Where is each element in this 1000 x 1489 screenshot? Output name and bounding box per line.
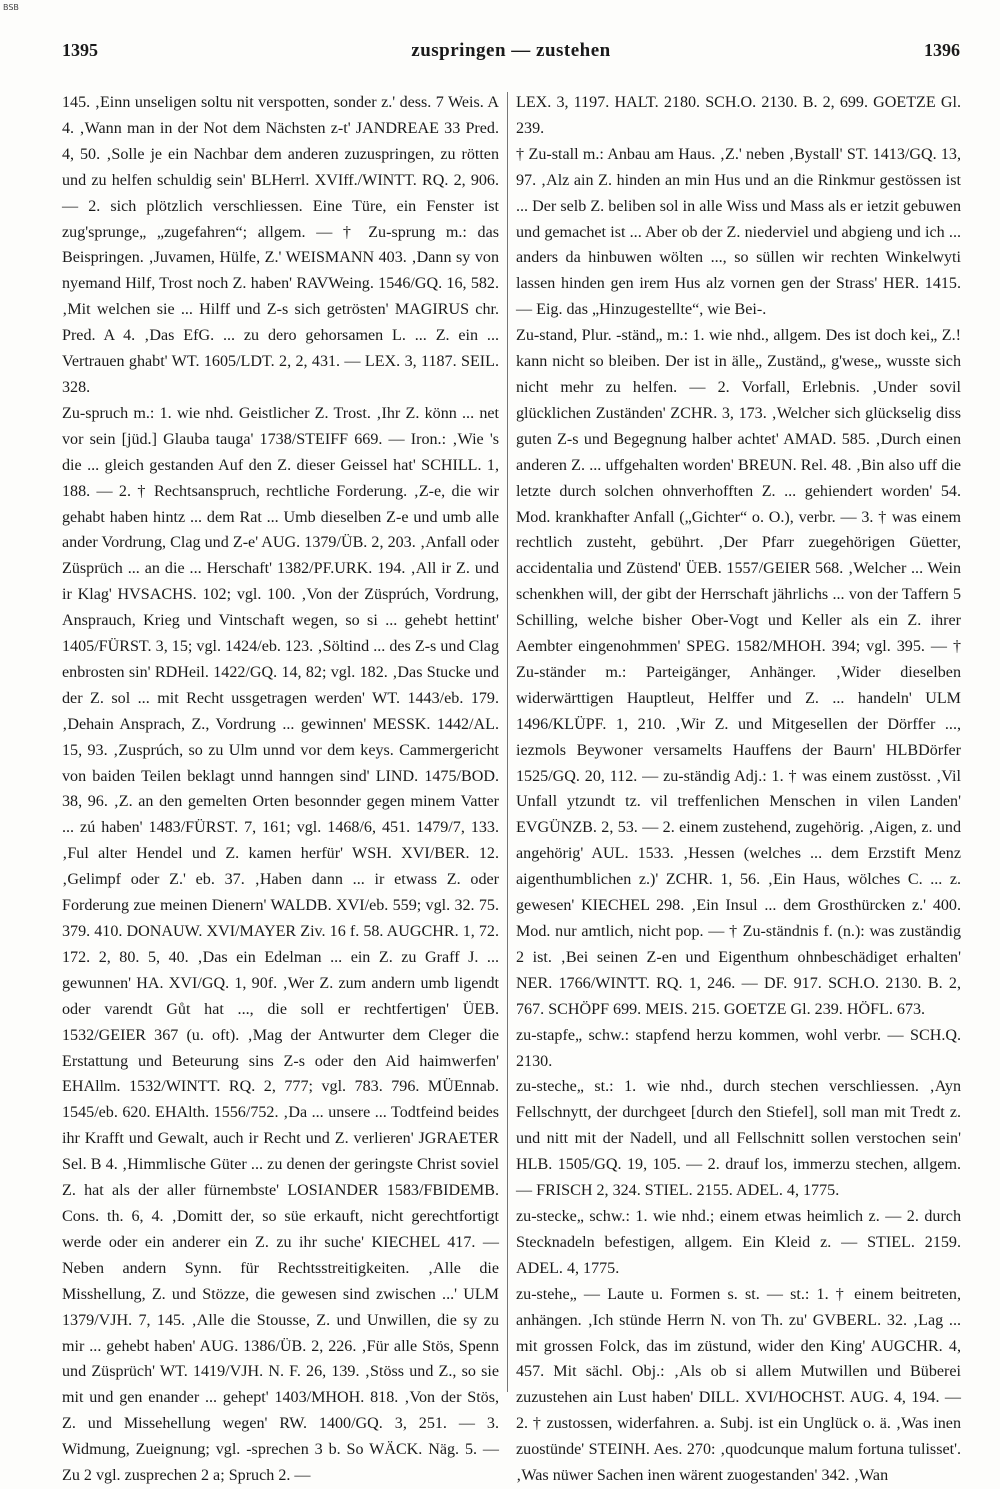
entry-paragraph: zu-steche„ st.: 1. wie nhd., durch stechen verschliessen. ‚Ayn Fellschnytt, der durchgeet [durch den Stiefel], soll man mit Tredt z. und nitt mit der Nadell, und all Fellschnitt sollen verstochen sein' HLB. 1505/GQ. 19, 105. — 2. drauf los, immerzu stechen, allgem. — FRISCH 2, 324. STIEL. 2155. ADEL. 4, 1775. (516, 1078, 961, 1200)
entry-paragraph: zu-stapfe„ schw.: stapfend herzu kommen, wohl verbr. — SCH.Q. 2130. (516, 1026, 961, 1070)
entry-paragraph: Zu-stand, Plur. -ständ„ m.: 1. wie nhd., allgem. Des ist doch kei„ Z.! kann nicht so bleiben. Der ist in älle„ Zuständ„ g'wese„ wusste sich nicht mehr zu helfen. — 2. Vorfall, Erlebnis. ‚Under sovil glücklichen Zuständen' ZCHR. 3, 173. ‚Welcher sich glückselig diss guten Z-s und Begegnung halber achtet' AMAD. 585. ‚Durch einen anderen Z. ... uffgehalten worden' BREUN. Rel. 48. ‚Bin also uff die letzte durch solchen ohnverhofften Z. ... gehiendert worden' 54. Mod. krankhafter Anfall („Gichter“ o. O.), verbr. — 3. † was einem rechtlich zusteht, gebührt. ‚Der Pfarr zuegehörigen Güetter, accidentalia und Züstend' ÜEB. 1557/GEIER 568. ‚Welcher ... Wein schenkhen will, der gibt der Herrschaft jährlichs ... von der Taffern 5 Schilling, welche bisher Ober-Vogt und Keller als ein Z. ihrer Aembter eingenohmmen' SPEG. 1582/MHOH. 394; vgl. 395. — † Zu-ständer m.: Parteigänger, Anhänger. ‚Wider dieselben widerwärttigen Hauptleut, Helffer und Z. ... handeln' ULM 1496/KLÜPF. 1, 210. ‚Wir Z. und Mitgesellen der Dörffer ..., iezmols Beywoner versamelts Hauffens der Baurn' HLBDörfer 1525/GQ. 20, 112. — zu-ständig Adj.: 1. † was einem zustösst. ‚Vil Unfall ytzundt tz. vil treffenlichen Menschen in vilen Landen' EVGÜNZB. 2, 53. — 2. einem zustehend, zugehörig. ‚Aigen, z. und angehörig' AUL. 1533. ‚Hessen (welches ... dem Erzstift Menz aigenthumblichen z.)' ZCHR. 1, 56. ‚Ein Haus, wölches C. ... z. gewesen' KIECHEL 298. ‚Ein Insul ... dem Grosthürcken z.' 400. Mod. nur amtlich, nicht pop. — † Zu-ständnis f. (n.): was zuständig 2 ist. ‚Bei seinen Z-en und Eigenthum ohnbeschädiget erhalten' NER. 1766/WINTT. RQ. 1, 246. — DF. 917. SCH.O. 2130. B. 2, 767. SCHÖPF 699. MEIS. 215. GOETZE Gl. 239. HÖFL. 673. (516, 327, 961, 1018)
column-divider (507, 92, 508, 1392)
right-column (516, 90, 961, 1485)
page-header (62, 40, 960, 70)
page-number-left: 1395 (62, 40, 98, 60)
entry-paragraph: zu-stecke„ schw.: 1. wie nhd.; einem etwas heimlich z. — 2. durch Stecknadeln befestigen, allgem. Ein Kleid z. — STIEL. 2159. ADEL. 4, 1775. (516, 1207, 961, 1277)
entry-paragraph: LEX. 3, 1197. HALT. 2180. SCH.O. 2130. B. 2, 699. GOETZE Gl. 239. (516, 94, 961, 137)
page-number-right: 1396 (924, 40, 960, 60)
library-stamp: BSB (3, 3, 19, 12)
page-title: zuspringen — zustehen (411, 40, 611, 61)
entry-paragraph: 145. ‚Einn unseligen soltu nit verspotten, sonder z.' dess. 7 Weis. A 4. ‚Wann man in der Not dem Nächsten z-t' JANDREAE 33 Pred. 4, 50. ‚Solle je ein Nachbar dem anderen zuzuspringen, zu rötten und zu helfen schuldig sein' BLHerrl. XVIff./WINTT. RQ. 2, 906. — 2. sich plötzlich verschliessen. Eine Türe, ein Fenster ist zug'sprunge„ „zugefahren“; allgem. — † Zu-sprung m.: das Beispringen. ‚Juvamen, Hülfe, Z.' WEISMANN 403. ‚Dann sy von nyemand Hilf, Trost noch Z. haben' RAVWeing. 1546/GQ. 16, 582. ‚Mit welchen sie ... Hilff und Z-s sich getrösten' MAGIRUS chr. Pred. A 4. ‚Das EfG. ... zu dero gehorsamen L. ... Z. ein ... Vertrauen ghabt' WT. 1605/LDT. 2, 2, 431. — LEX. 3, 1187. SEIL. 328. (62, 94, 499, 396)
left-column (62, 90, 499, 1485)
entry-paragraph: zu-stehe„ — Laute u. Formen s. st. — st.: 1. † einem beitreten, anhängen. ‚Ich stünde Herrn N. von Th. zu' GVBERL. 32. ‚Lag ... mit grossen Folck, das im züstund, wider den King' AUGCHR. 4, 457. Mit sächl. Obj.: ‚Als ob si allem Mutwillen und Büberei zuzustehen ain Lust haben' DILL. XVI/HOCHST. AUG. 4, 194. — 2. † zustossen, widerfahren. a. Subj. ist ein Unglück o. ä. ‚Was inen zuostünde' STEINH. Aes. 270: ‚quodcunque malum fortuna tulisset'. ‚Was nüwer Sachen inen wärent zuogestanden' 342. ‚Wan (516, 1285, 961, 1485)
entry-paragraph: Zu-spruch m.: 1. wie nhd. Geistlicher Z. Trost. ‚Ihr Z. könn ... net vor sein [jüd.] Glauba tauga' 1738/STEIFF 669. — Iron.: ‚Wie 's die ... gleich gestanden Auf den Z. dieser Geissel hat' SCHILL. 1, 188. — 2. † Rechtsanspruch, rechtliche Forderung. ‚Z-e, die wir gehabt haben hintz ... dem Rat ... Umb dieselben Z-e und umb alle ander Vordrung, Clag und Z-e' AUG. 1379/ÜB. 2, 203. ‚Anfall oder Züsprüch ... an die ... Herschaft' 1382/PF.URK. 194. ‚All ir Z. und ir Klag' HVSACHS. 102; vgl. 100. ‚Von der Züsprúch, Vordrung, Ansprauch, Krieg und Vintschaft wegen, so si ... gehebt hettint' 1405/FÜRST. 3, 15; vgl. 1424/eb. 123. ‚Söltind ... des Z-s und Clag enbrosten sin' RDHeil. 1422/GQ. 14, 82; vgl. 182. ‚Das Stucke und der Z. sol ... mit Recht ussgetragen werden' WT. 1443/eb. 179. ‚Dehain Ansprach, Z., Vordrung ... gewinnen' MESSK. 1442/AL. 15, 93. ‚Zusprúch, so zu Ulm unnd vor dem keys. Cammergericht von baiden Teilen beklagt unnd hanngen sind' LIND. 1475/BOD. 38, 96. ‚Z. an den gemelten Orten besonnder gegen minem Vatter ... zú haben' 1483/FÜRST. 7, 161; vgl. 1468/6, 451. 1479/7, 133. ‚Ful alter Hendel und Z. kamen herfür' WSH. XVI/BER. 12. ‚Gelimpf oder Z.' eb. 37. ‚Haben dann ... ir etwass Z. oder Forderung zue meinen Dienern' WALDB. XVI/eb. 559; vgl. 32. 75. 379. 410. DONAUW. XVI/MAYER Ziv. 16 f. 58. AUGCHR. 1, 72. 172. 2, 80. 5, 40. ‚Das ein Edelman ... ein Z. zu Graff J. ... gewunnen' HA. XVI/GQ. 1, 90f. ‚Wer Z. zum andern umb ligendt oder varendt Gůt hat ..., die soll er rechtfertigen' ÜEB. 1532/GEIER 367 (u. oft). ‚Mag der Antwurter dem Cleger die Erstattung und Beteurung sins Z-s oder den Aid haimwerfen' EHAllm. 1532/WINTT. RQ. 2, 777; vgl. 783. 796. MÜEnnab. 1545/eb. 620. EHAlth. 1556/752. ‚Da ... unsere ... Todtfeind beides ihr Krafft und Gewalt, auch ir Recht und Z. verlieren' JGRAETER Sel. B 4. ‚Himmlische Güter ... zu denen der geringste Christ soviel Z. hat als der aller fürnembste' LOSIANDER 1583/FBIDEMB. Cons. th. 6, 4. ‚Domitt der, so süe erkauft, nicht gerechtfortigt werde oder ein anderer ein Z. zu ihr suche' KIECHEL 417. — Neben andern Synn. für Rechtsstreitigkeiten. ‚Alle die Misshellung, Z. und Stözze, die gewesen sind zwischen ...' ULM 1379/VJH. 7, 145. ‚Alle die Stousse, Z. und Unwillen, die sy zu mir ... gehebt haben' AUG. 1386/ÜB. 2, 226. ‚Für alle Stös, Spenn und Züsprüch' WT. 1419/VJH. N. F. 26, 139. ‚Stöss und Z., so sie mit und gen enander ... gehept' 1403/MHOH. 818. ‚Von der Stös, Z. und Missehellung wegen' RW. 1400/GQ. 3, 251. — 3. Widmung, Zueignung; vgl. -sprechen 3 b. So WÄCK. Näg. 5. — Zu 2 vgl. zusprechen 2 a; Spruch 2. — (62, 404, 499, 1485)
entry-paragraph: † Zu-stall m.: Anbau am Haus. ‚Z.' neben ‚Bystall' ST. 1413/GQ. 13, 97. ‚Alz ain Z. hinden an min Hus und an die Rinkmur gestössen ist ... Der selb Z. beliben sol in alle Wiss und Mass als er ietzit gebuwen und gemachet ist ... Aber ob der Z. niederviel und abgieng und ich ... anders da hinbuwen wölten ..., so süllen wir rechten Winkelwyti lassen hinden gen irem Hus alz vornen gen der Strass' HER. 1415. — Eig. das „Hinzugestellte“, wie Bei-. (516, 145, 961, 319)
